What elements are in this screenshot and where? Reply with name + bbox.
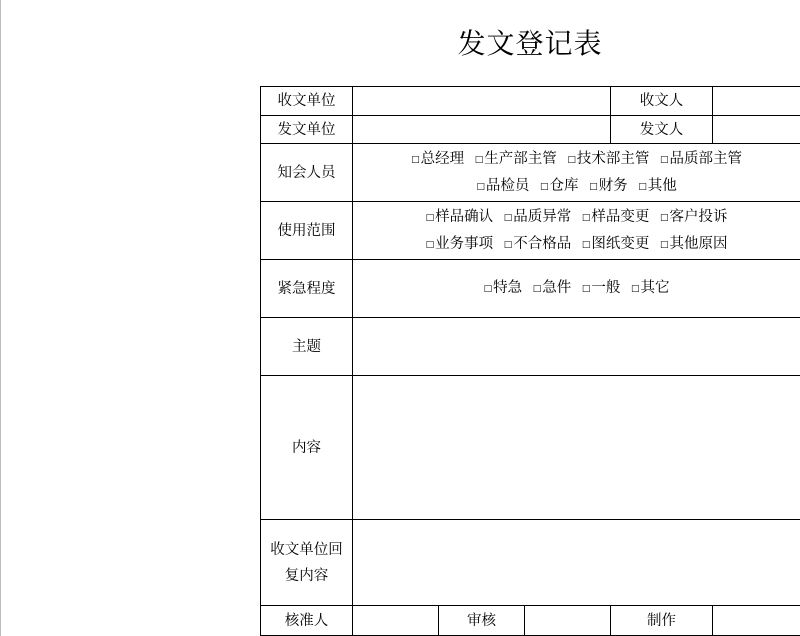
checkbox-option[interactable]: □其他原因 [659, 235, 728, 252]
checkbox-option[interactable]: □不合格品 [503, 235, 572, 252]
checkbox-option[interactable]: □样品确认 [425, 208, 494, 225]
checkbox-option[interactable]: □客户投诉 [659, 208, 728, 225]
checkbox-option[interactable]: □品检员 [476, 177, 530, 194]
checkbox-option[interactable]: □业务事项 [425, 235, 494, 252]
checkbox-option[interactable]: □品质部主管 [659, 150, 742, 167]
checkbox-icon: □ [581, 239, 591, 250]
checkbox-option[interactable]: □总经理 [411, 150, 465, 167]
registration-table [260, 86, 800, 636]
approver-field[interactable] [353, 606, 439, 636]
checkbox-icon: □ [630, 284, 640, 294]
sender-label: 发文人 [611, 116, 713, 144]
option-row [353, 231, 800, 258]
checkbox-icon: □ [503, 239, 513, 250]
checkbox-icon: □ [539, 181, 549, 192]
sender-field[interactable] [713, 116, 800, 144]
content-field[interactable] [353, 376, 800, 520]
urgency-options [353, 260, 800, 318]
checkbox-icon: □ [659, 154, 669, 165]
checkbox-option[interactable]: □急件 [532, 280, 572, 296]
sending-unit-field[interactable] [353, 116, 611, 144]
checkbox-option[interactable]: □样品变更 [581, 208, 650, 225]
reviewer-field[interactable] [525, 606, 611, 636]
checkbox-option[interactable]: □生产部主管 [474, 150, 557, 167]
checkbox-option[interactable]: □品质异常 [503, 208, 572, 225]
reply-content-field[interactable] [353, 520, 800, 606]
scope-label: 使用范围 [261, 202, 353, 260]
receiving-unit-field[interactable] [353, 87, 611, 116]
option-row [353, 173, 800, 200]
receiver-field[interactable] [713, 87, 800, 116]
checkbox-icon: □ [532, 284, 542, 294]
producer-label: 制作 [611, 606, 713, 636]
form-title: 发文登记表 [457, 27, 603, 60]
checkbox-icon: □ [638, 181, 647, 192]
scope-options [353, 202, 800, 260]
checkbox-icon: □ [581, 212, 591, 223]
checkbox-icon: □ [476, 181, 485, 192]
checkbox-icon: □ [474, 154, 484, 165]
reply-label-line: 收文单位回 [270, 541, 343, 558]
producer-field[interactable] [713, 606, 800, 636]
reply-label-line: 复内容 [284, 567, 329, 584]
cc-personnel-label: 知会人员 [261, 144, 353, 202]
option-row [353, 146, 800, 173]
checkbox-option[interactable]: □特急 [483, 280, 523, 296]
checkbox-icon: □ [411, 154, 420, 165]
checkbox-option[interactable]: □财务 [589, 177, 628, 194]
checkbox-icon: □ [483, 284, 493, 294]
cc-personnel-options [353, 144, 800, 202]
checkbox-option[interactable]: □仓库 [539, 177, 579, 194]
checkbox-icon: □ [425, 239, 435, 250]
sending-unit-label: 发文单位 [261, 116, 353, 144]
option-row [353, 275, 800, 302]
reply-content-label [261, 520, 353, 606]
checkbox-option[interactable]: □其他 [638, 177, 677, 194]
checkbox-icon: □ [659, 212, 669, 223]
checkbox-icon: □ [581, 284, 591, 294]
checkbox-icon: □ [659, 239, 669, 250]
content-label: 内容 [261, 376, 353, 520]
checkbox-option[interactable]: □其它 [630, 280, 670, 296]
checkbox-option[interactable]: □技术部主管 [567, 150, 650, 167]
option-row [353, 204, 800, 231]
subject-field[interactable] [353, 318, 800, 376]
receiver-label: 收文人 [611, 87, 713, 116]
checkbox-icon: □ [425, 212, 435, 223]
approver-label: 核准人 [261, 606, 353, 636]
receiving-unit-label: 收文单位 [261, 87, 353, 116]
checkbox-icon: □ [567, 154, 576, 165]
page-edge-rule [0, 0, 1, 636]
checkbox-option[interactable]: □一般 [581, 280, 621, 296]
reviewer-label: 审核 [439, 606, 525, 636]
checkbox-icon: □ [589, 181, 598, 192]
checkbox-icon: □ [503, 212, 513, 223]
checkbox-option[interactable]: □图纸变更 [581, 235, 650, 252]
subject-label: 主题 [261, 318, 353, 376]
urgency-label: 紧急程度 [261, 260, 353, 318]
